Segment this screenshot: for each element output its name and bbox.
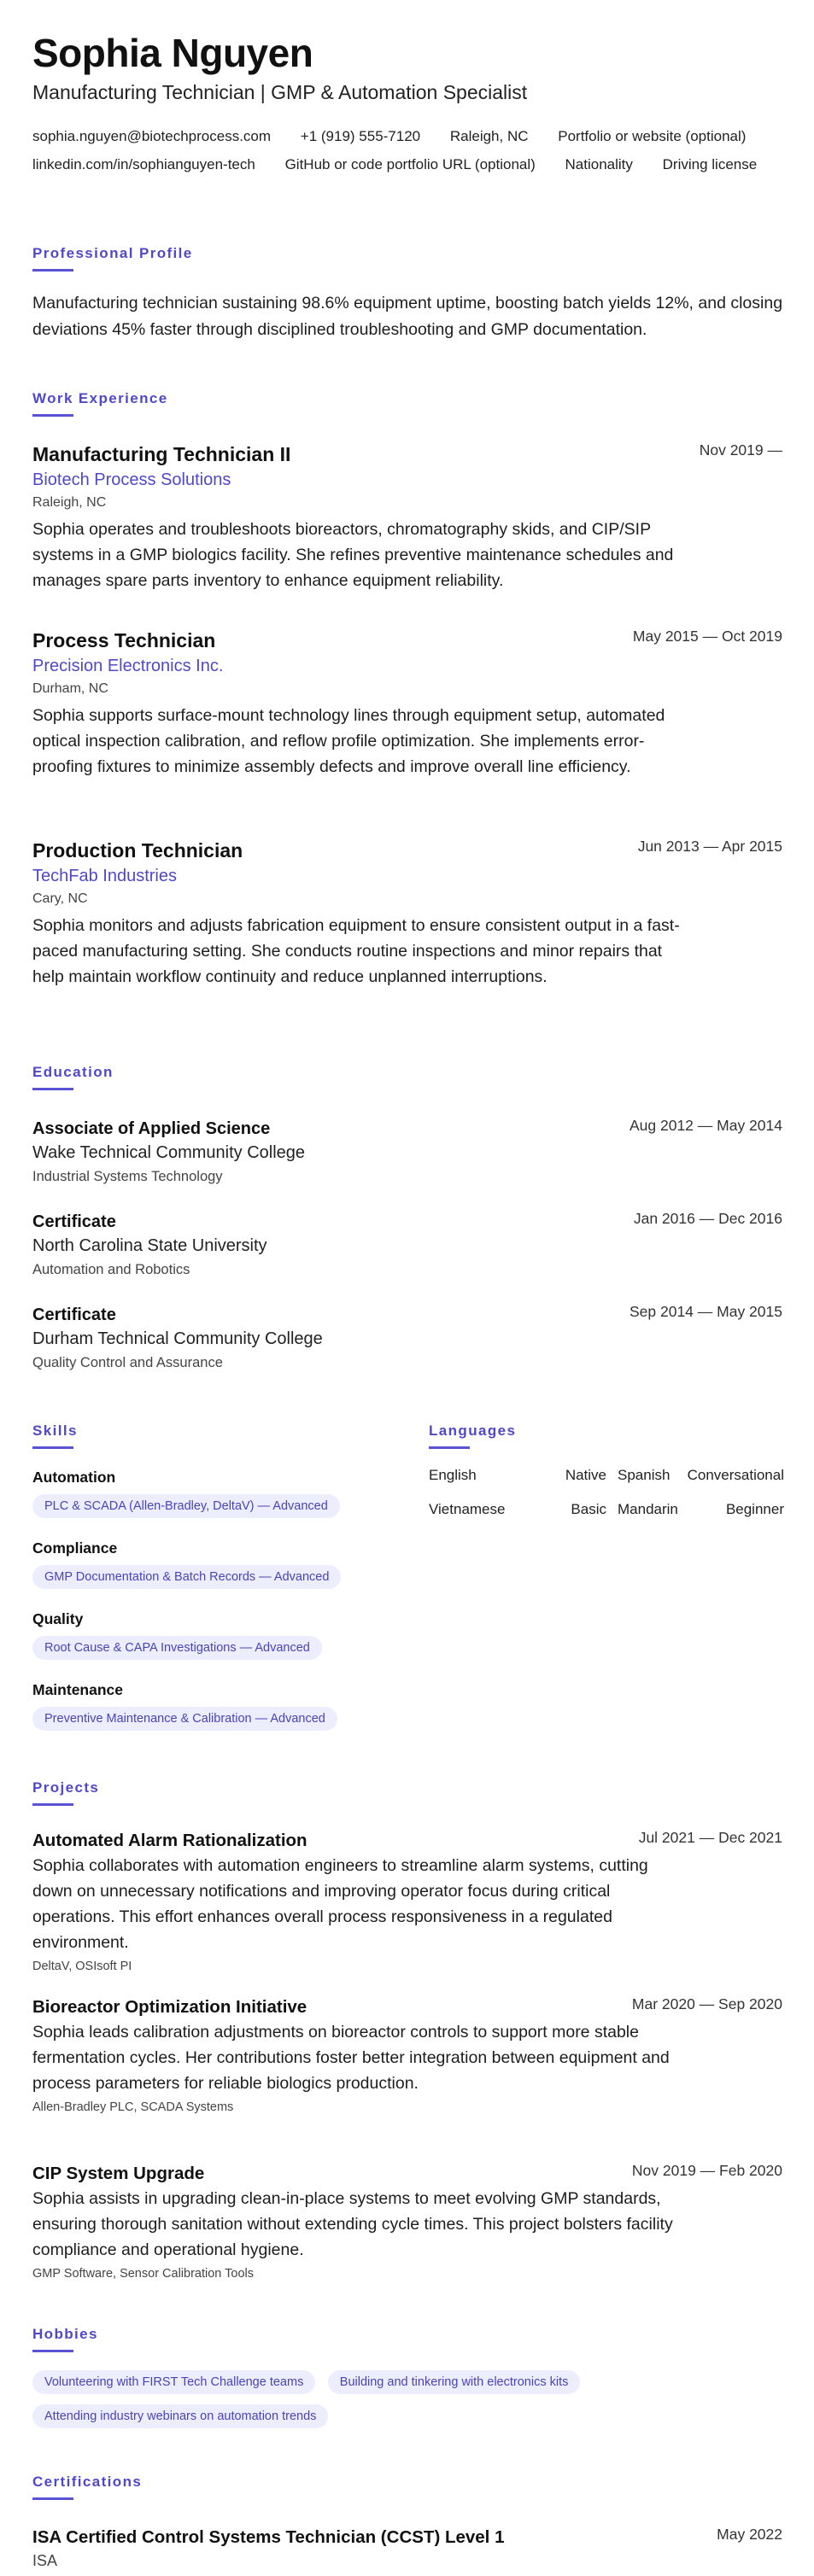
experience-entry [32,838,782,990]
language-row [429,1501,784,1535]
education-entry [32,1117,782,1189]
education-degree: Associate of Applied Science [32,1119,271,1138]
section-title-skills: Skills [32,1422,78,1439]
skill-group [32,1609,322,1660]
language-row [429,1467,784,1501]
project-title: Automated Alarm Rationalization [32,1831,307,1850]
section-title-hobbies: Hobbies [32,2326,98,2342]
contact-github[interactable]: GitHub or code portfolio URL (optional) [284,156,536,172]
job-location: Raleigh, NC [32,495,107,510]
section-rule [32,1088,73,1090]
skill-pill: GMP Documentation & Batch Records — Advanced [32,1565,341,1589]
project-entry [32,2162,782,2285]
education-field: Automation and Robotics [32,1262,190,1277]
contact-location: Raleigh, NC [449,128,529,144]
language-name: Mandarin [618,1501,678,1517]
education-field: Industrial Systems Technology [32,1169,223,1184]
skill-category: Automation [32,1469,116,1486]
job-description: Sophia supports surface-mount technology lines through equipment setup, automated optical inspection calibration, and reflow profile optimization. She implements error-proofing fixtures to minimize assembly defects and improve overall line efficiency. [32,706,665,776]
job-location: Durham, NC [32,681,108,696]
experience-entry [32,441,782,593]
project-dates: Nov 2019 — Feb 2020 [631,2162,782,2179]
certification-date: May 2022 [717,2526,782,2543]
language-name: Vietnamese [429,1501,506,1517]
section-title-profile: Professional Profile [32,245,193,261]
certification-entry [32,2526,782,2572]
job-title: Process Technician [32,629,216,651]
project-tech: DeltaV, OSIsoft PI [32,1960,132,1973]
candidate-headline: Manufacturing Technician | GMP & Automation Specialist [32,81,528,103]
hobby-pill: Volunteering with FIRST Tech Challenge teams [32,2370,315,2394]
contact-linkedin[interactable]: linkedin.com/in/sophianguyen-tech [32,156,255,172]
section-rule [32,269,73,272]
language-name: Spanish [618,1467,671,1483]
project-description: Sophia leads calibration adjustments on bioreactor controls to support more stable fermentation cycles. Her contributions foster better integration between equipment and process parameters for reliable biologics production. [32,2023,670,2093]
hobby-pill: Attending industry webinars on automation trends [32,2404,328,2428]
experience-dates: Nov 2019 — [699,441,782,459]
language-name: English [429,1467,477,1483]
company-name: Precision Electronics Inc. [32,657,224,675]
job-title: Production Technician [32,839,243,862]
job-location: Cary, NC [32,891,88,906]
section-rule [32,1803,73,1806]
hobby-list [32,2370,784,2439]
experience-dates: May 2015 — Oct 2019 [632,628,782,645]
education-school: Wake Technical Community College [32,1143,306,1162]
section-title-experience: Work Experience [32,390,168,406]
skill-pill: Preventive Maintenance & Calibration — Advanced [32,1707,337,1731]
contact-email[interactable]: sophia.nguyen@biotechprocess.com [32,128,272,144]
section-rule [32,2350,73,2352]
project-dates: Mar 2020 — Sep 2020 [631,1995,782,2012]
section-rule [32,414,73,417]
education-entry [32,1303,782,1375]
education-dates: Jan 2016 — Dec 2016 [633,1210,782,1227]
section-title-languages: Languages [429,1422,517,1439]
project-title: CIP System Upgrade [32,2164,205,2183]
project-tech: GMP Software, Sensor Calibration Tools [32,2267,254,2281]
education-school: Durham Technical Community College [32,1329,323,1348]
skill-pill: Root Cause & CAPA Investigations — Advanced [32,1636,322,1660]
job-description: Sophia operates and troubleshoots bioreactors, chromatography skids, and CIP/SIP systems in a GMP biologics facility. She refines preventive maintenance schedules and manages spare parts inventory to enhance equipment reliability. [32,520,674,590]
candidate-name: Sophia Nguyen [32,31,313,75]
section-rule [32,2497,73,2500]
skill-pill: PLC & SCADA (Allen-Bradley, DeltaV) — Advanced [32,1494,340,1518]
contact-portfolio[interactable]: Portfolio or website (optional) [558,128,747,144]
hobby-pill: Building and tinkering with electronics kits [328,2370,581,2394]
experience-dates: Jun 2013 — Apr 2015 [637,838,782,855]
education-field: Quality Control and Assurance [32,1355,223,1370]
contact-driving-license: Driving license [662,156,758,172]
project-description: Sophia assists in upgrading clean-in-place systems to meet evolving GMP standards, ensuring thorough sanitation without extending cycle times. This project bolsters facility compliance and operational hygiene. [32,2189,673,2259]
education-dates: Sep 2014 — May 2015 [629,1303,782,1320]
experience-entry [32,628,782,780]
language-level: Beginner [725,1501,784,1517]
education-entry [32,1210,782,1282]
skill-group [32,1538,341,1589]
project-entry [32,1995,782,2118]
company-name: Biotech Process Solutions [32,470,231,489]
skill-category: Quality [32,1610,84,1627]
contact-list [32,122,784,178]
project-description: Sophia collaborates with automation engineers to streamline alarm systems, cutting down on unnecessary notifications and improving operator focus during critical operations. This effort enhances overall process responsiveness in a regulated environment. [32,1856,648,1952]
profile-summary: Manufacturing technician sustaining 98.6% equipment uptime, boosting batch yields 12%, and closing deviations 45% faster through disciplined troubleshooting and GMP documentation. [32,294,783,339]
contact-nationality: Nationality [565,156,633,172]
section-title-projects: Projects [32,1779,100,1796]
skill-group [32,1467,340,1518]
education-degree: Certificate [32,1306,116,1324]
job-description: Sophia monitors and adjusts fabrication equipment to ensure consistent output in a fast-paced manufacturing setting. She conducts routine inspections and minor repairs that help maintain workflow continuity and reduce unplanned interruptions. [32,916,680,986]
section-title-certifications: Certifications [32,2474,143,2490]
section-title-education: Education [32,1064,114,1080]
contact-phone[interactable]: +1 (919) 555-7120 [300,128,421,144]
job-title: Manufacturing Technician II [32,443,291,465]
language-level: Native [565,1467,606,1483]
language-level: Basic [571,1501,606,1517]
project-tech: Allen-Bradley PLC, SCADA Systems [32,2100,234,2114]
language-level: Conversational [687,1467,784,1483]
certification-name: ISA Certified Control Systems Technician (CCST) Level 1 [32,2527,505,2547]
section-rule [32,1446,73,1449]
certification-issuer: ISA [32,2552,58,2569]
skill-group [32,1679,337,1731]
company-name: TechFab Industries [32,867,177,885]
skill-category: Maintenance [32,1681,123,1698]
languages-table [429,1467,784,1535]
project-dates: Jul 2021 — Dec 2021 [638,1829,782,1846]
project-title: Bioreactor Optimization Initiative [32,1997,307,2017]
education-school: North Carolina State University [32,1236,267,1255]
project-entry [32,1829,782,1977]
skill-category: Compliance [32,1539,118,1557]
education-dates: Aug 2012 — May 2014 [629,1117,782,1134]
section-rule [429,1446,470,1449]
education-degree: Certificate [32,1212,116,1231]
